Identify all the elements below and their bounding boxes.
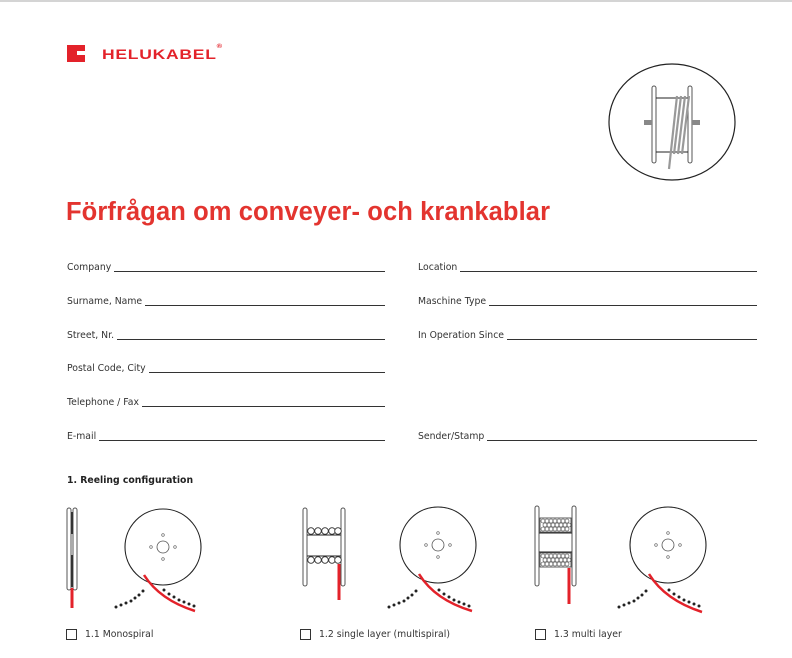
monospiral-label: 1.1 Monospiral (85, 629, 154, 640)
maschine-type-field[interactable] (418, 296, 757, 307)
email-label: E-mail (67, 431, 97, 442)
single-layer-checkbox[interactable] (300, 629, 311, 640)
sender-stamp-label: Sender/Stamp (418, 431, 485, 442)
top-border (0, 0, 792, 2)
logo-text: HELUKABEL® (102, 43, 223, 62)
telephone-fax-label: Telephone / Fax (67, 397, 139, 408)
street-input-line[interactable] (117, 339, 385, 340)
cable-reel-icon (607, 63, 737, 181)
street-label: Street, Nr. (67, 330, 115, 341)
location-label: Location (418, 262, 458, 273)
postal-code-city-field[interactable] (67, 363, 385, 374)
option-monospiral[interactable] (66, 629, 153, 640)
single-layer-reel-icon (295, 500, 485, 615)
postal-code-city-input-line[interactable] (149, 372, 385, 373)
in-operation-since-label: In Operation Since (418, 330, 505, 341)
email-field[interactable] (67, 431, 385, 442)
monospiral-reel-icon (60, 500, 220, 615)
telephone-fax-input-line[interactable] (142, 406, 385, 407)
sender-stamp-input-line[interactable] (487, 440, 757, 441)
telephone-fax-field[interactable] (67, 397, 385, 408)
multi-layer-label: 1.3 multi layer (554, 629, 622, 640)
location-field[interactable] (418, 262, 757, 273)
surname-name-input-line[interactable] (145, 305, 385, 306)
monospiral-checkbox[interactable] (66, 629, 77, 640)
email-input-line[interactable] (99, 440, 385, 441)
option-single-layer[interactable] (300, 629, 450, 640)
option-multi-layer[interactable] (535, 629, 622, 640)
postal-code-city-label: Postal Code, City (67, 363, 146, 374)
company-input-line[interactable] (114, 271, 385, 272)
company-label: Company (67, 262, 112, 273)
company-field[interactable] (67, 262, 385, 273)
surname-name-field[interactable] (67, 296, 385, 307)
street-field[interactable] (67, 330, 385, 341)
maschine-type-input-line[interactable] (489, 305, 757, 306)
in-operation-since-input-line[interactable] (507, 339, 757, 340)
in-operation-since-field[interactable] (418, 330, 757, 341)
helukabel-logo (67, 43, 223, 62)
surname-name-label: Surname, Name (67, 296, 143, 307)
multi-layer-checkbox[interactable] (535, 629, 546, 640)
multi-layer-reel-icon (530, 500, 720, 615)
page-title: Förfrågan om conveyer- och krankablar (66, 198, 551, 226)
location-input-line[interactable] (460, 271, 757, 272)
single-layer-label: 1.2 single layer (multispiral) (319, 629, 450, 640)
logo-mark-icon (67, 45, 85, 62)
maschine-type-label: Maschine Type (418, 296, 487, 307)
sender-stamp-field[interactable] (418, 431, 757, 442)
section-title: 1. Reeling configuration (67, 475, 194, 486)
